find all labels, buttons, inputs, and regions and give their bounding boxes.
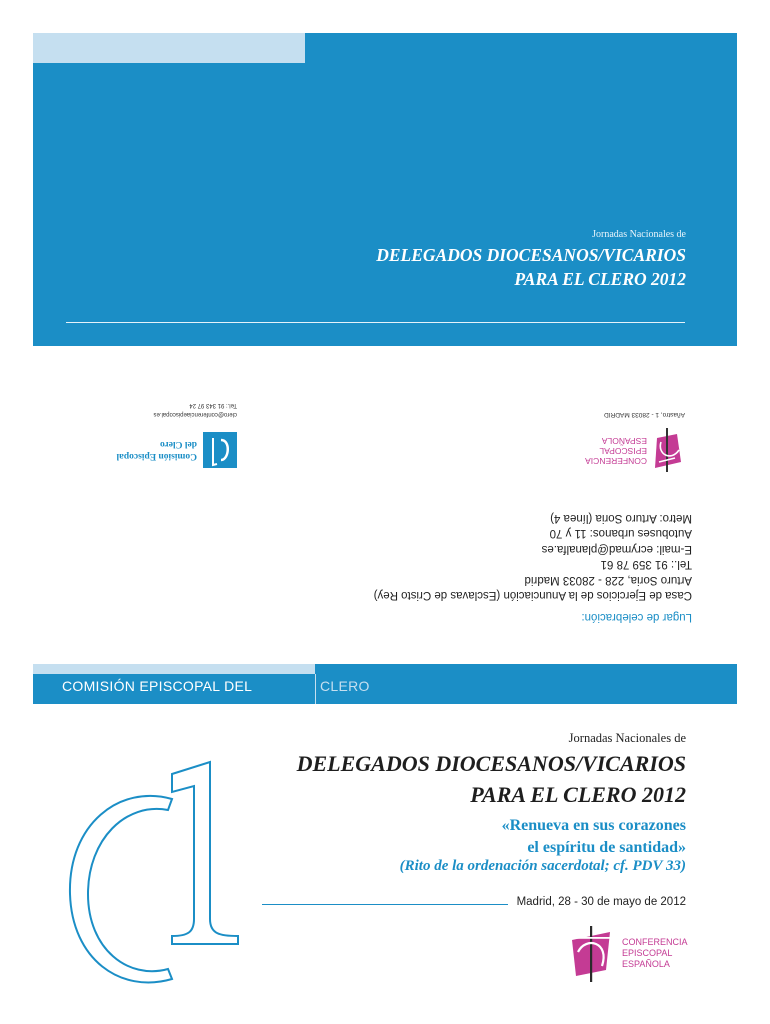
venue-line: Autobuses urbanos: 11 y 70 [549,527,692,540]
venue-info [374,510,692,625]
venue-line: Casa de Ejercicios de la Anunciación (Esclavas de Cristo Rey) [373,589,692,602]
top-title-line2: PARA EL CLERO 2012 [514,269,686,289]
commission-bar-accent [33,664,315,674]
cee-address: Añastro, 1 - 28033 MADRID [604,411,685,418]
venue-label: Lugar de celebración: [581,611,692,623]
cee-line: CONFERENCIA [585,456,647,466]
top-title [376,243,686,291]
cl-monogram-icon [60,744,270,999]
event-date: Madrid, 28 - 30 de mayo de 2012 [516,896,686,908]
front-title-line1: DELEGADOS DIOCESANOS/VICARIOS [296,751,686,776]
commission-divider [315,674,316,704]
top-subtitle: Jornadas Nacionales de [592,229,686,240]
front-subtitle: Jornadas Nacionales de [568,731,686,745]
date-rule [262,904,508,905]
front-title-line2: PARA EL CLERO 2012 [470,782,686,807]
cee-line: EPISCOPAL [599,446,647,456]
cee-line: CONFERENCIA [622,937,688,947]
motto-line1: «Renueva en sus corazones [501,817,686,834]
motto-line2: el espíritu de santidad» [527,839,686,856]
venue-line: Metro: Arturo Soria (línea 4) [550,512,692,524]
commission-label-accent: CLERO [320,678,370,694]
cl-phone: Tel.: 91 343 97 24 [189,402,237,408]
top-title-line1: DELEGADOS DIOCESANOS/VICARIOS [376,245,686,265]
cl-name-line: del Clero [159,439,197,449]
motto-reference: (Rito de la ordenación sacerdotal; cf. PDV 33) [399,858,686,874]
back-cover-rotated [33,346,737,664]
cl-email: clero@conferenciaepiscopal.es [153,411,237,417]
cee-line: ESPAÑOLA [622,959,670,969]
commission-bar-right [315,674,737,704]
cee-name [622,937,688,970]
cl-name-line: Comisión Episcopal [116,451,197,461]
cl-monogram-icon [203,432,237,468]
venue-line: Arturo Soria, 228 - 28033 Madrid [524,574,692,586]
motto [502,815,686,859]
venue-line: Tel.: 91 359 78 61 [600,558,692,571]
cross-emblem-icon [649,423,685,472]
cl-contact [154,400,237,418]
cl-name-back [116,438,197,462]
venue-line: E-mail: ecrymad@planalfa.es [541,543,692,555]
cee-name-back [585,436,647,466]
front-title [297,748,686,810]
top-divider [66,322,685,323]
cee-line: ESPAÑOLA [601,436,647,446]
top-light-bar [33,33,305,63]
commission-label: COMISIÓN EPISCOPAL DEL [62,678,253,694]
cee-line: EPISCOPAL [622,948,673,958]
top-cover-panel [33,33,737,346]
cross-emblem-icon [566,926,620,987]
